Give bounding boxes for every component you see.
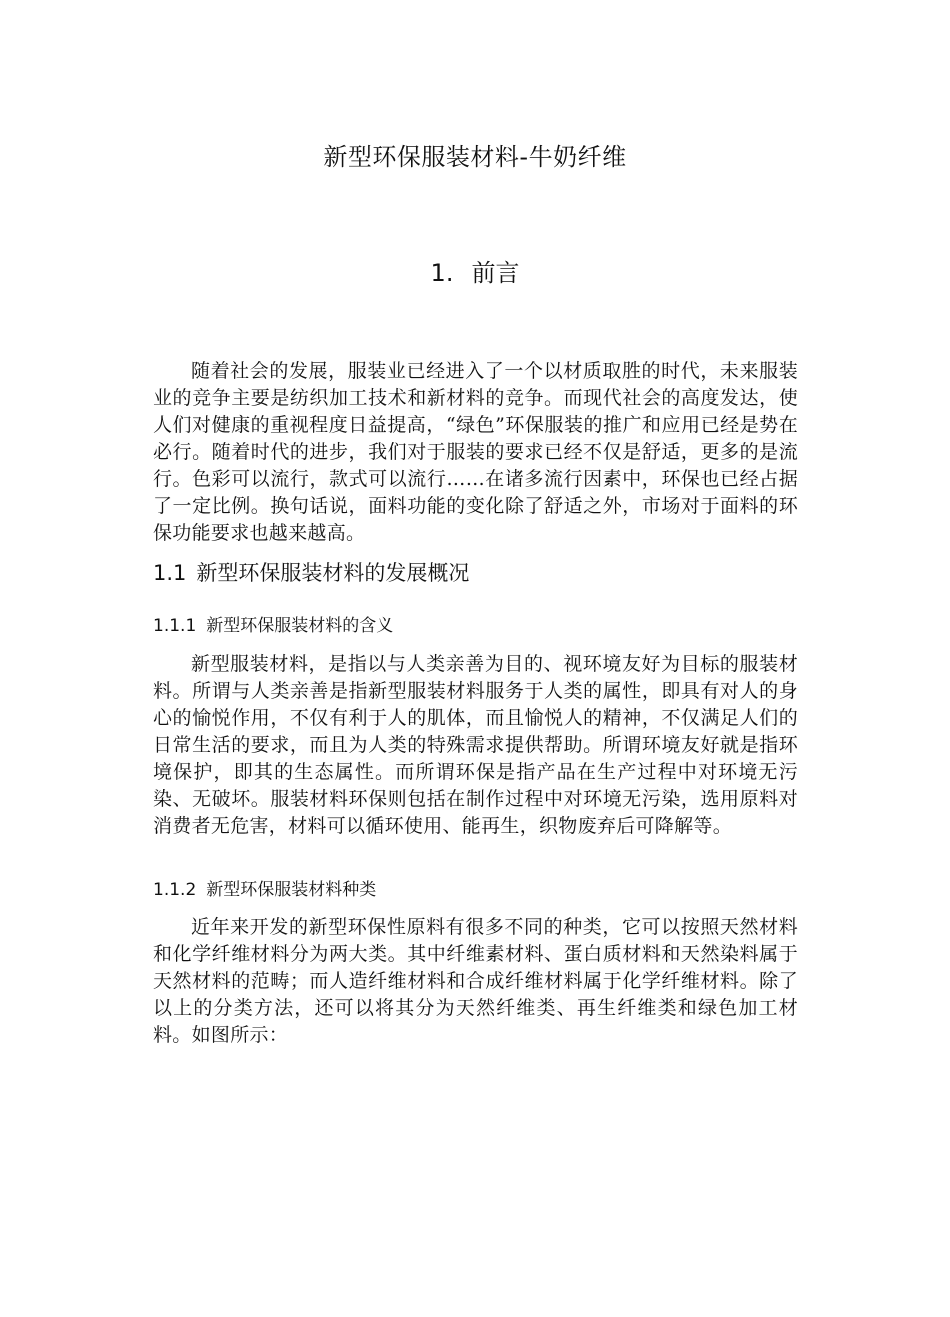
- section-heading-1: [0, 256, 950, 290]
- section-number: 1.: [430, 259, 454, 287]
- subsection-title: 新型环保服装材料的发展概况: [196, 561, 470, 585]
- subsubsection-heading-1-1-1: [153, 613, 798, 639]
- subsection-heading-1-1: [153, 558, 798, 588]
- subsubsection-number: 1.1.2: [153, 880, 197, 900]
- subsubsection-heading-1-1-2: [153, 877, 798, 903]
- subsubsection-title: 新型环保服装材料的含义: [206, 616, 394, 636]
- subsection-number: 1.1: [153, 561, 187, 585]
- document-title: 新型环保服装材料-牛奶纤维: [323, 143, 627, 171]
- intro-paragraph: 随着社会的发展，服装业已经进入了一个以材质取胜的时代，未来服装业的竞争主要是纺织加工技术和新材料的竞争。而现代社会的高度发达，使人们对健康的重视程度日益提高，“绿色”环保服装的推广和应用已经是势在必行。随着时代的进步，我们对于服装的要求已经不仅是舒适，更多的是流行。色彩可以流行，款式可以流行……在诸多流行因素中，环保也已经占据了一定比例。换句话说，面料功能的变化除了舒适之外，市场对于面料的环保功能要求也越来越高。: [153, 360, 798, 544]
- subsubsection-title: 新型环保服装材料种类: [206, 880, 377, 900]
- section-title: 前言: [471, 259, 520, 287]
- subsubsection-number: 1.1.1: [153, 616, 197, 636]
- types-paragraph: 近年来开发的新型环保性原料有很多不同的种类，它可以按照天然材料和化学纤维材料分为两大类。其中纤维素材料、蛋白质材料和天然染料属于天然材料的范畴；而人造纤维材料和合成纤维材料属于化学纤维材料。除了以上的分类方法，还可以将其分为天然纤维类、再生纤维类和绿色加工材料。如图所示：: [153, 916, 798, 1046]
- definition-paragraph: 新型服装材料，是指以与人类亲善为目的、视环境友好为目标的服装材料。所谓与人类亲善是指新型服装材料服务于人类的属性，即具有对人的身心的愉悦作用，不仅有利于人的肌体，而且愉悦人的精神，不仅满足人们的日常生活的要求，而且为人类的特殊需求提供帮助。所谓环境友好就是指环境保护，即其的生态属性。而所谓环保是指产品在生产过程中对环境无污染、无破坏。服装材料环保则包括在制作过程中对环境无污染，选用原料对消费者无危害，材料可以循环使用、能再生，织物废弃后可降解等。: [153, 653, 798, 837]
